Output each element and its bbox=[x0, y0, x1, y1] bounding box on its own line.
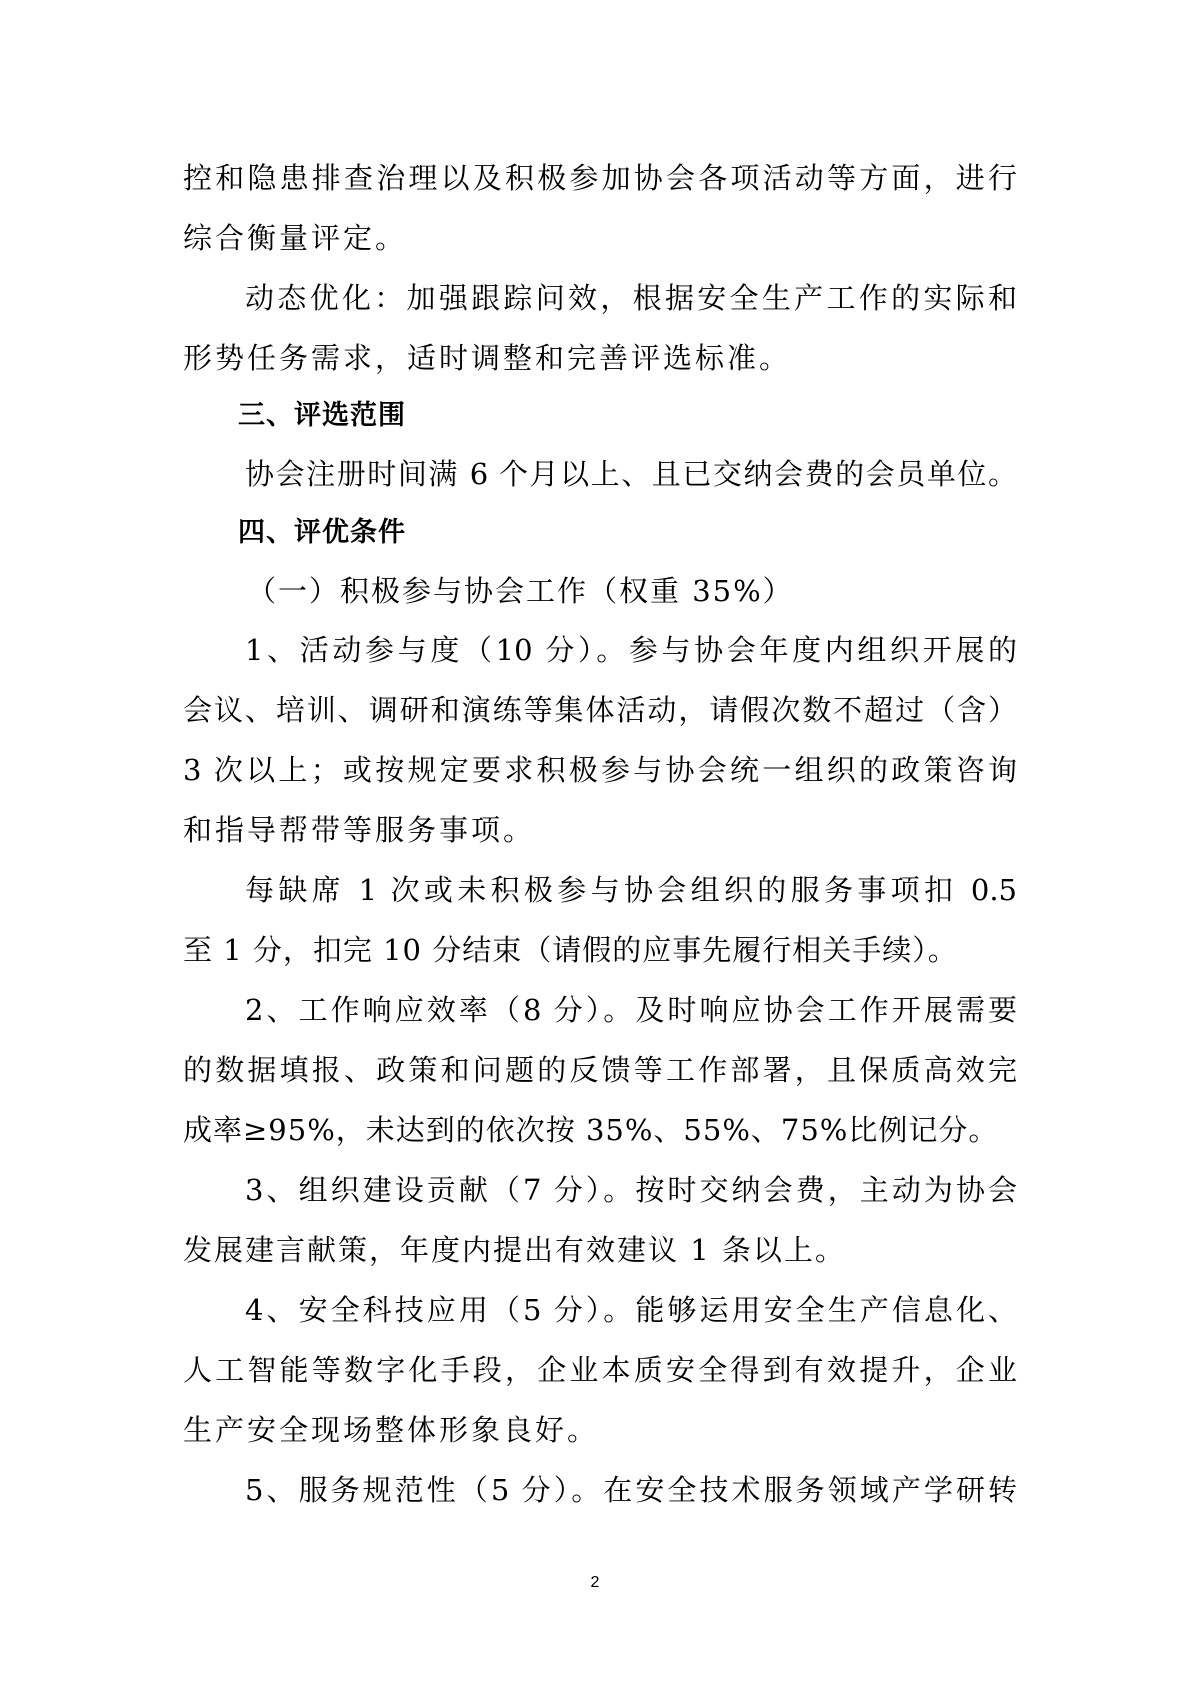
paragraph-line: 发展建言献策，年度内提出有效建议 1 条以上。 bbox=[183, 1233, 846, 1267]
paragraph-line: 的数据填报、政策和问题的反馈等工作部署，且保质高效完 bbox=[183, 1053, 1017, 1087]
section-heading: 三、评选范围 bbox=[238, 400, 406, 431]
paragraph-line: 综合衡量评定。 bbox=[183, 221, 408, 255]
paragraph-line: 每缺席 1 次或未积极参与协会组织的服务事项扣 0.5 bbox=[245, 873, 1017, 907]
paragraph-line: 形势任务需求，适时调整和完善评选标准。 bbox=[183, 341, 792, 375]
paragraph-line: 3 次以上；或按规定要求积极参与协会统一组织的政策咨询 bbox=[183, 753, 1017, 787]
paragraph-line: 3、组织建设贡献（7 分）。按时交纳会费，主动为协会 bbox=[245, 1173, 1017, 1207]
section-heading: 四、评优条件 bbox=[238, 517, 406, 548]
paragraph-line: 动态优化：加强跟踪问效，根据安全生产工作的实际和 bbox=[245, 281, 1017, 315]
paragraph-line: 2、工作响应效率（8 分）。及时响应协会工作开展需要 bbox=[245, 993, 1017, 1027]
paragraph-line: 人工智能等数字化手段，企业本质安全得到有效提升，企业 bbox=[183, 1353, 1017, 1387]
paragraph-line: 会议、培训、调研和演练等集体活动，请假次数不超过（含） bbox=[183, 693, 1017, 727]
paragraph-line: 和指导帮带等服务事项。 bbox=[183, 813, 536, 847]
paragraph-line: 5、服务规范性（5 分）。在安全技术服务领域产学研转 bbox=[245, 1473, 1017, 1507]
paragraph-line: 协会注册时间满 6 个月以上、且已交纳会费的会员单位。 bbox=[245, 457, 1017, 491]
paragraph-line: 成率≥95%，未达到的依次按 35%、55%、75%比例记分。 bbox=[183, 1113, 999, 1147]
subsection-heading: （一）积极参与协会工作（权重 35%） bbox=[247, 574, 794, 608]
paragraph-line: 控和隐患排查治理以及积极参加协会各项活动等方面，进行 bbox=[183, 161, 1017, 195]
paragraph-line: 生产安全现场整体形象良好。 bbox=[183, 1413, 600, 1447]
paragraph-line: 至 1 分，扣完 10 分结束（请假的应事先履行相关手续）。 bbox=[183, 933, 958, 967]
paragraph-line: 1、活动参与度（10 分）。参与协会年度内组织开展的 bbox=[245, 633, 1017, 667]
page-number: 2 bbox=[590, 1574, 600, 1591]
paragraph-line: 4、安全科技应用（5 分）。能够运用安全生产信息化、 bbox=[245, 1293, 1017, 1327]
